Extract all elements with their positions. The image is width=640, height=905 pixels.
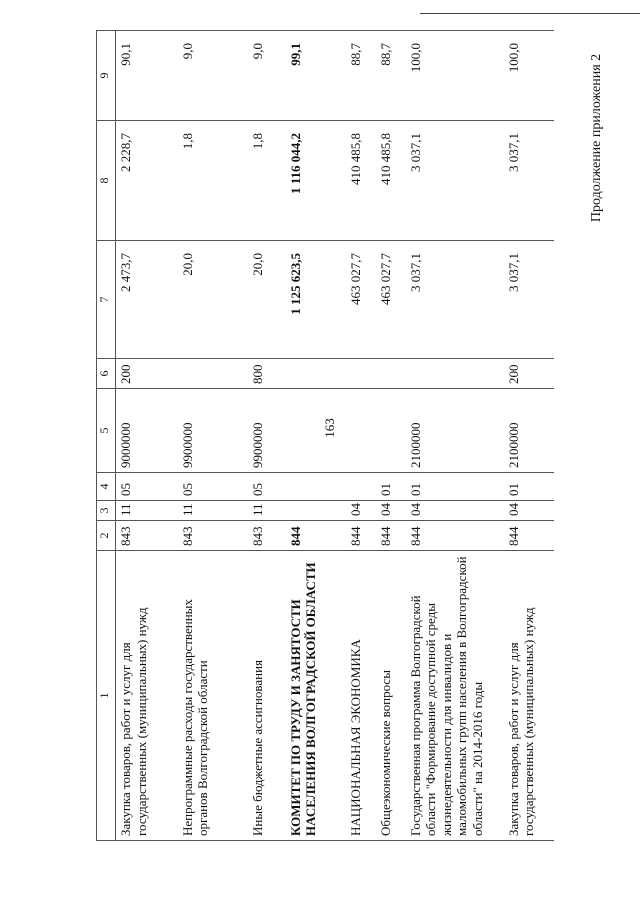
cell-ministry: 844	[376, 521, 406, 551]
cell-section: 11	[248, 501, 286, 521]
cell-planned: 3 037,1	[406, 241, 504, 359]
cell-section: 04	[406, 501, 504, 521]
cell-expense-type	[346, 359, 376, 389]
header-col-3: 3	[97, 501, 116, 521]
cell-planned: 3 037,1	[504, 241, 554, 359]
cell-ministry: 843	[248, 521, 286, 551]
table-row	[248, 31, 286, 841]
cell-percent: 88,7	[346, 31, 376, 121]
header-col-6: 6	[97, 359, 116, 389]
cell-target-article: 2100000	[406, 389, 504, 473]
cell-executed: 2 228,7	[116, 121, 178, 241]
cell-subsection	[286, 473, 346, 501]
cell-subsection: 01	[504, 473, 554, 501]
cell-executed: 3 037,1	[504, 121, 554, 241]
cell-percent: 100,0	[406, 31, 504, 121]
cell-subsection	[346, 473, 376, 501]
cell-section	[286, 501, 346, 521]
cell-target-article: 9000000	[116, 389, 178, 473]
header-col-1: 1	[97, 551, 116, 841]
cell-expense-type: 800	[248, 359, 286, 389]
cell-section: 11	[178, 501, 248, 521]
cell-percent: 9,0	[178, 31, 248, 121]
row-name: Закупка товаров, работ и услуг для государственных (муниципальных) нужд	[116, 551, 178, 841]
table-row	[178, 31, 248, 841]
cell-target-article	[346, 389, 376, 473]
header-col-5: 5	[97, 389, 116, 473]
cell-ministry: 844	[406, 521, 504, 551]
continuation-label: Продолжение приложения 2	[589, 53, 604, 223]
cell-expense-type: 200	[504, 359, 554, 389]
cell-subsection: 01	[376, 473, 406, 501]
row-name: Общеэкономические вопросы	[376, 551, 406, 841]
row-name: Государственная программа Волгоградской области "Формирование доступной среды жизнедеятельности для инвалидов и маломобильных групп населения в Волгоградской области" на 2014-2016 годы	[406, 551, 504, 841]
cell-expense-type	[286, 359, 346, 389]
cell-section: 04	[504, 501, 554, 521]
cell-planned: 463 027,7	[346, 241, 376, 359]
cell-percent: 90,1	[116, 31, 178, 121]
top-rule	[420, 13, 640, 14]
cell-executed: 1,8	[248, 121, 286, 241]
cell-executed: 1,8	[178, 121, 248, 241]
header-col-8: 8	[97, 121, 116, 241]
table-row	[286, 31, 346, 841]
page-number: 163	[322, 418, 337, 438]
cell-ministry: 844	[504, 521, 554, 551]
budget-table	[96, 30, 554, 841]
cell-section: 11	[116, 501, 178, 521]
cell-expense-type	[376, 359, 406, 389]
cell-planned: 2 473,7	[116, 241, 178, 359]
cell-planned: 463 027,7	[376, 241, 406, 359]
cell-target-article	[286, 389, 346, 473]
cell-expense-type: 200	[116, 359, 178, 389]
row-name: Иные бюджетные ассигнования	[248, 551, 286, 841]
cell-subsection: 05	[178, 473, 248, 501]
cell-section: 04	[376, 501, 406, 521]
cell-executed: 3 037,1	[406, 121, 504, 241]
cell-ministry: 844	[286, 521, 346, 551]
cell-section: 04	[346, 501, 376, 521]
row-name: НАЦИОНАЛЬНАЯ ЭКОНОМИКА	[346, 551, 376, 841]
header-col-2: 2	[97, 521, 116, 551]
cell-planned: 20,0	[248, 241, 286, 359]
cell-percent: 100,0	[504, 31, 554, 121]
cell-expense-type	[406, 359, 504, 389]
cell-target-article	[376, 389, 406, 473]
cell-percent: 88,7	[376, 31, 406, 121]
cell-executed: 1 116 044,2	[286, 121, 346, 241]
cell-target-article: 2100000	[504, 389, 554, 473]
cell-ministry: 843	[178, 521, 248, 551]
cell-planned: 20,0	[178, 241, 248, 359]
cell-subsection: 05	[116, 473, 178, 501]
header-col-4: 4	[97, 473, 116, 501]
cell-executed: 410 485,8	[376, 121, 406, 241]
cell-planned: 1 125 623,5	[286, 241, 346, 359]
row-name: КОМИТЕТ ПО ТРУДУ И ЗАНЯТОСТИ НАСЕЛЕНИЯ ВОЛГОГРАДСКОЙ ОБЛАСТИ	[286, 551, 346, 841]
header-col-7: 7	[97, 241, 116, 359]
row-name: Закупка товаров, работ и услуг для государственных (муниципальных) нужд	[504, 551, 554, 841]
cell-executed: 410 485,8	[346, 121, 376, 241]
row-name: Непрограммные расходы государственных органов Волгоградской области	[178, 551, 248, 841]
cell-target-article: 9900000	[248, 389, 286, 473]
cell-ministry: 844	[346, 521, 376, 551]
table-row	[504, 31, 554, 841]
header-row	[97, 31, 116, 841]
cell-subsection: 05	[248, 473, 286, 501]
table-row	[376, 31, 406, 841]
cell-percent: 99,1	[286, 31, 346, 121]
table-row	[346, 31, 376, 841]
cell-subsection: 01	[406, 473, 504, 501]
table-row	[406, 31, 504, 841]
table-container	[96, 31, 534, 841]
cell-ministry: 843	[116, 521, 178, 551]
cell-expense-type	[178, 359, 248, 389]
cell-percent: 9,0	[248, 31, 286, 121]
table-row	[116, 31, 178, 841]
header-col-9: 9	[97, 31, 116, 121]
cell-target-article: 9900000	[178, 389, 248, 473]
